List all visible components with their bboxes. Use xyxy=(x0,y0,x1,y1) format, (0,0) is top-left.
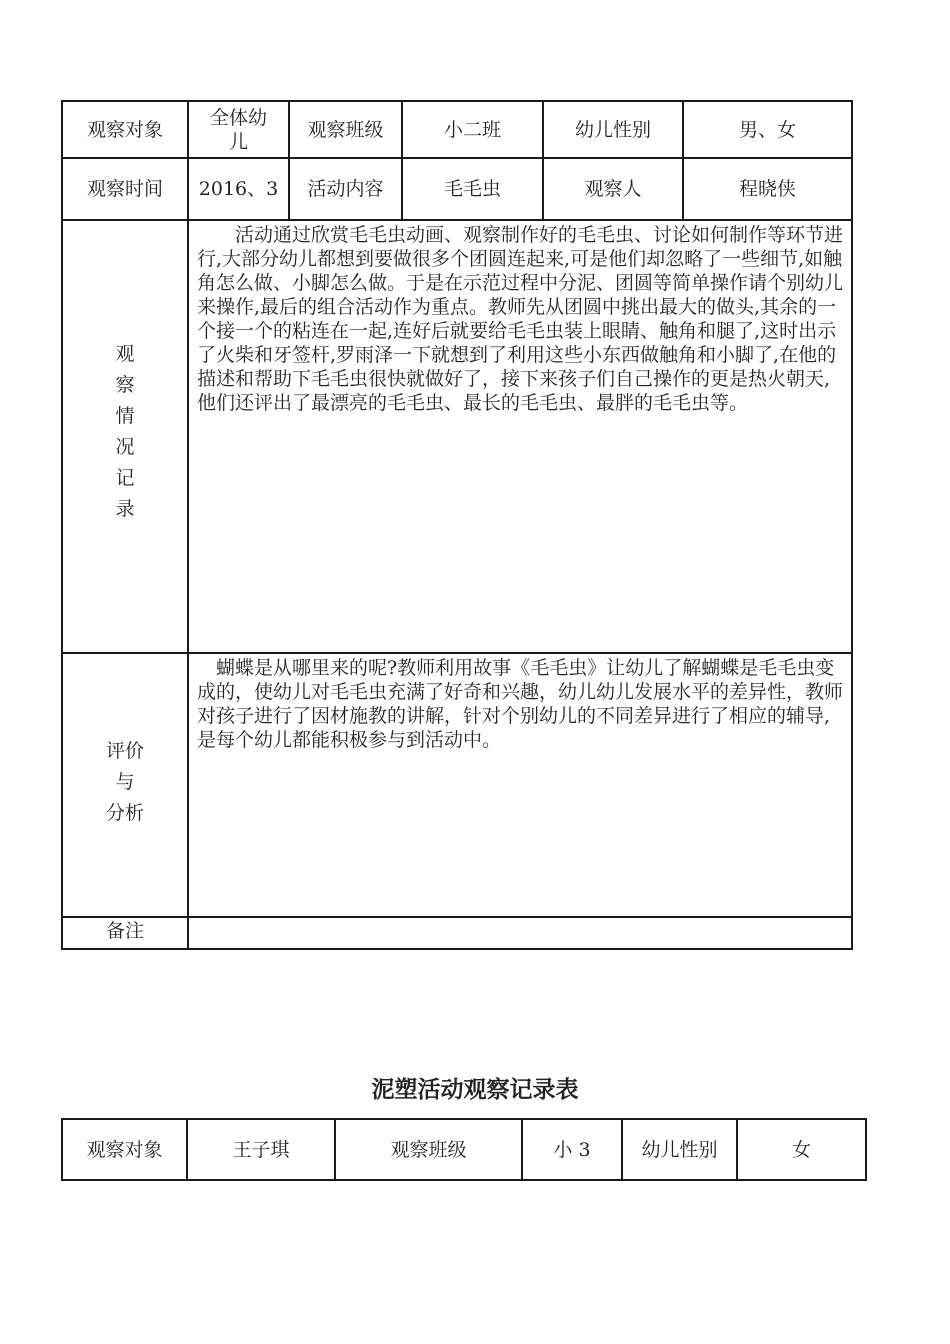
activity-content-label: 活动内容 xyxy=(289,158,402,220)
gender-value: 男、女 xyxy=(683,101,852,158)
table-row xyxy=(62,917,852,949)
record-text: 活动通过欣赏毛毛虫动画、观察制作好的毛毛虫、讨论如何制作等环节进行,大部分幼儿都想到要做很多个团圆连起来,可是他们却忽略了一些细节,如触角怎么做、小脚怎么做。于是在示范过程中分泥、团圆等简单操作请个别幼儿来操作,最后的组合活动作为重点。教师先从团圆中挑出最大的做头,其余的一个接一个的粘连在一起,连好后就要给毛毛虫装上眼睛、触角和腿了,这时出示了火柴和牙签杆,罗雨泽一下就想到了利用这些小东西做触角和小脚了,在他的描述和帮助下毛毛虫很快就做好了，接下来孩子们自己操作的更是热火朝天,他们还评出了最漂亮的毛毛虫、最长的毛毛虫、最胖的毛毛虫等。 xyxy=(188,220,852,653)
observer-label: 观察人 xyxy=(543,158,683,220)
observer-value: 程晓侠 xyxy=(683,158,852,220)
analysis-label: 评价 与 分析 xyxy=(62,653,188,917)
class-label: 观察班级 xyxy=(335,1119,522,1180)
observed-subject-label: 观察对象 xyxy=(62,101,188,158)
gender-label: 幼儿性别 xyxy=(622,1119,737,1180)
gender-value: 女 xyxy=(737,1119,866,1180)
table-row xyxy=(62,1119,866,1180)
table-row xyxy=(62,653,852,917)
record-label: 观 察 情 况 记 录 xyxy=(62,220,188,653)
gender-label: 幼儿性别 xyxy=(543,101,683,158)
document-title: 泥塑活动观察记录表 xyxy=(371,1077,579,1103)
observation-table-2 xyxy=(61,1118,867,1181)
observation-time-value: 2016、3 xyxy=(188,158,289,220)
observed-subject-value: 王子琪 xyxy=(187,1119,335,1180)
observed-subject-label: 观察对象 xyxy=(62,1119,187,1180)
table-row xyxy=(62,158,852,220)
class-label: 观察班级 xyxy=(289,101,402,158)
notes-label: 备注 xyxy=(62,917,188,949)
observed-subject-value: 全体幼儿 xyxy=(188,101,289,158)
analysis-text: 蝴蝶是从哪里来的呢?教师利用故事《毛毛虫》让幼儿了解蝴蝶是毛毛虫变成的，使幼儿对毛毛虫充满了好奇和兴趣，幼儿幼儿发展水平的差异性，教师对孩子进行了因材施教的讲解，针对个别幼儿的不同差异进行了相应的辅导,是每个幼儿都能积极参与到活动中。 xyxy=(188,653,852,917)
class-value: 小二班 xyxy=(402,101,543,158)
class-value: 小 3 xyxy=(522,1119,622,1180)
observation-table-1 xyxy=(61,100,853,950)
activity-content-value: 毛毛虫 xyxy=(402,158,543,220)
table-row xyxy=(62,220,852,653)
observation-time-label: 观察时间 xyxy=(62,158,188,220)
notes-value xyxy=(188,917,852,949)
table-row xyxy=(62,101,852,158)
